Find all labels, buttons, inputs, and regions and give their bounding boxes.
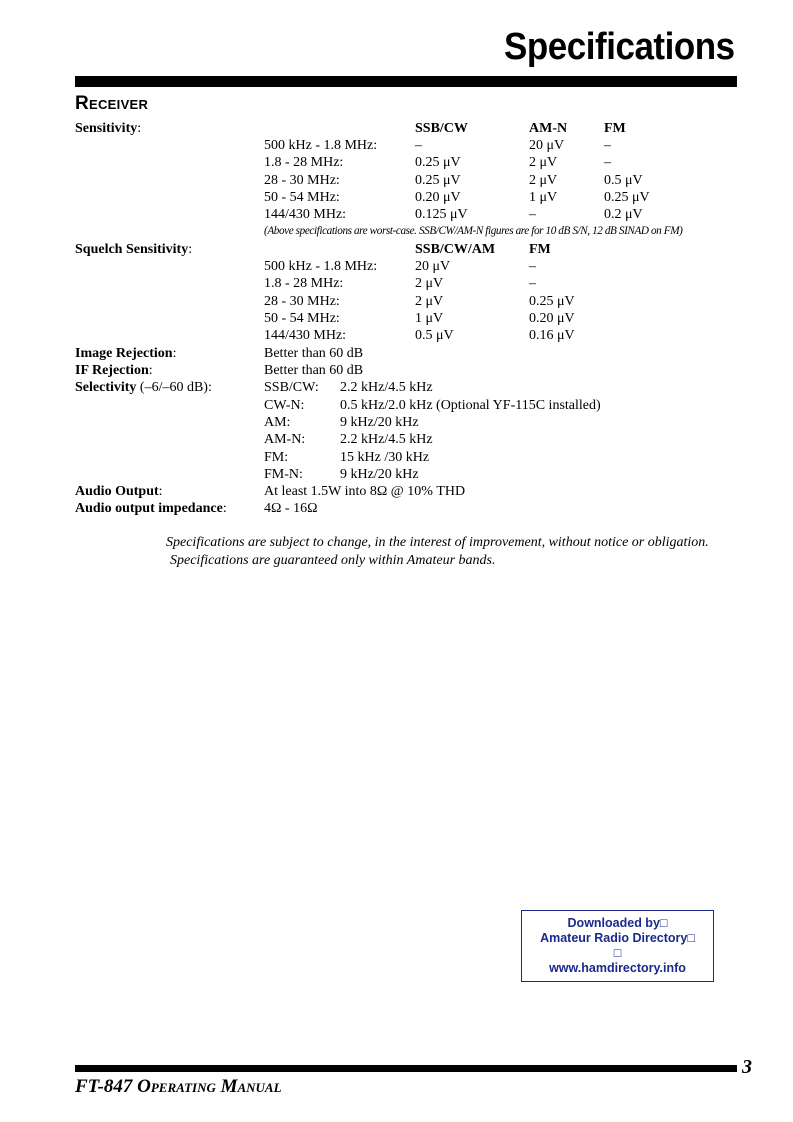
squelch-band: 28 - 30 MHz: [264, 294, 340, 309]
squelch-band: 144/430 MHz: [264, 328, 347, 343]
sensitivity-header-am: AM-N [529, 121, 568, 136]
sensitivity-fm-value: – [604, 138, 611, 153]
if-rejection-value: Better than 60 dB [264, 363, 364, 378]
selectivity-mode: FM: [264, 450, 289, 465]
download-badge [521, 910, 714, 982]
squelch-band: 1.8 - 28 MHz: [264, 276, 344, 291]
selectivity-value: 2.2 kHz/4.5 kHz [340, 432, 433, 447]
sensitivity-label: Sensitivity: [75, 121, 142, 136]
sensitivity-am-value: 1 μV [529, 190, 558, 205]
sensitivity-ssb-value: 0.20 μV [415, 190, 461, 205]
sensitivity-band: 500 kHz - 1.8 MHz: [264, 138, 378, 153]
footer-rule [75, 1065, 737, 1072]
disclaimer-line-1: Specifications are subject to change, in the interest of improvement, without notice or obligation. [166, 535, 709, 550]
sensitivity-ssb-value: – [415, 138, 422, 153]
squelch-fm-value: – [529, 259, 536, 274]
squelch-fm-value: 0.16 μV [529, 328, 575, 343]
selectivity-value: 2.2 kHz/4.5 kHz [340, 380, 433, 395]
squelch-ssb-value: 20 μV [415, 259, 451, 274]
squelch-ssb-value: 2 μV [415, 276, 444, 291]
sensitivity-fm-value: 0.5 μV [604, 173, 643, 188]
sensitivity-ssb-value: 0.25 μV [415, 173, 461, 188]
squelch-band: 500 kHz - 1.8 MHz: [264, 259, 378, 274]
sensitivity-band: 1.8 - 28 MHz: [264, 155, 344, 170]
squelch-fm-value: – [529, 276, 536, 291]
squelch-band: 50 - 54 MHz: [264, 311, 340, 326]
squelch-ssb-value: 1 μV [415, 311, 444, 326]
section-title: Receiver [75, 93, 149, 114]
sensitivity-ssb-value: 0.25 μV [415, 155, 461, 170]
badge-link[interactable]: www.hamdirectory.info [549, 961, 686, 975]
sensitivity-header-fm: FM [604, 121, 626, 136]
badge-line: □ [613, 946, 622, 960]
page-number: 3 [742, 1056, 752, 1078]
squelch-header-fm: FM [529, 242, 551, 257]
badge-line: Amateur Radio Directory□ [540, 931, 695, 945]
if-rejection-label: IF Rejection: [75, 363, 153, 378]
sensitivity-am-value: – [529, 207, 536, 222]
header-rule [75, 76, 737, 87]
selectivity-mode: SSB/CW: [264, 380, 319, 395]
selectivity-value: 9 kHz/20 kHz [340, 467, 419, 482]
audio-impedance-label: Audio output impedance: [75, 501, 227, 516]
footer-title: FT-847 Operating Manual [75, 1076, 282, 1097]
audio-output-value: At least 1.5W into 8Ω @ 10% THD [264, 484, 466, 499]
disclaimer-line-2: Specifications are guaranteed only within Amateur bands. [170, 553, 496, 568]
audio-output-label: Audio Output: [75, 484, 163, 499]
squelch-header-ssb: SSB/CW/AM [415, 242, 496, 257]
sensitivity-fm-value: 0.25 μV [604, 190, 650, 205]
squelch-label: Squelch Sensitivity: [75, 242, 193, 257]
sensitivity-am-value: 2 μV [529, 155, 558, 170]
sensitivity-fm-value: – [604, 155, 611, 170]
squelch-ssb-value: 2 μV [415, 294, 444, 309]
sensitivity-note: (Above specifications are worst-case. SSB/CW/AM-N figures are for 10 dB S/N, 12 dB SINAD on FM) [264, 225, 683, 237]
sensitivity-am-value: 2 μV [529, 173, 558, 188]
squelch-ssb-value: 0.5 μV [415, 328, 454, 343]
sensitivity-ssb-value: 0.125 μV [415, 207, 468, 222]
selectivity-value: 9 kHz/20 kHz [340, 415, 419, 430]
selectivity-value: 0.5 kHz/2.0 kHz (Optional YF-115C installed) [340, 398, 601, 413]
image-rejection-value: Better than 60 dB [264, 346, 364, 361]
sensitivity-band: 50 - 54 MHz: [264, 190, 340, 205]
sensitivity-am-value: 20 μV [529, 138, 565, 153]
squelch-fm-value: 0.20 μV [529, 311, 575, 326]
selectivity-mode: AM: [264, 415, 291, 430]
page-title: Specifications [504, 26, 735, 68]
badge-line: Downloaded by□ [567, 916, 668, 930]
selectivity-value: 15 kHz /30 kHz [340, 450, 430, 465]
selectivity-mode: FM-N: [264, 467, 303, 482]
selectivity-mode: AM-N: [264, 432, 306, 447]
selectivity-mode: CW-N: [264, 398, 305, 413]
sensitivity-band: 144/430 MHz: [264, 207, 347, 222]
sensitivity-band: 28 - 30 MHz: [264, 173, 340, 188]
sensitivity-header-ssb: SSB/CW [415, 121, 468, 136]
sensitivity-fm-value: 0.2 μV [604, 207, 643, 222]
squelch-fm-value: 0.25 μV [529, 294, 575, 309]
image-rejection-label: Image Rejection: [75, 346, 177, 361]
audio-impedance-value: 4Ω - 16Ω [264, 501, 318, 516]
selectivity-label: Selectivity (–6/–60 dB): [75, 380, 212, 395]
